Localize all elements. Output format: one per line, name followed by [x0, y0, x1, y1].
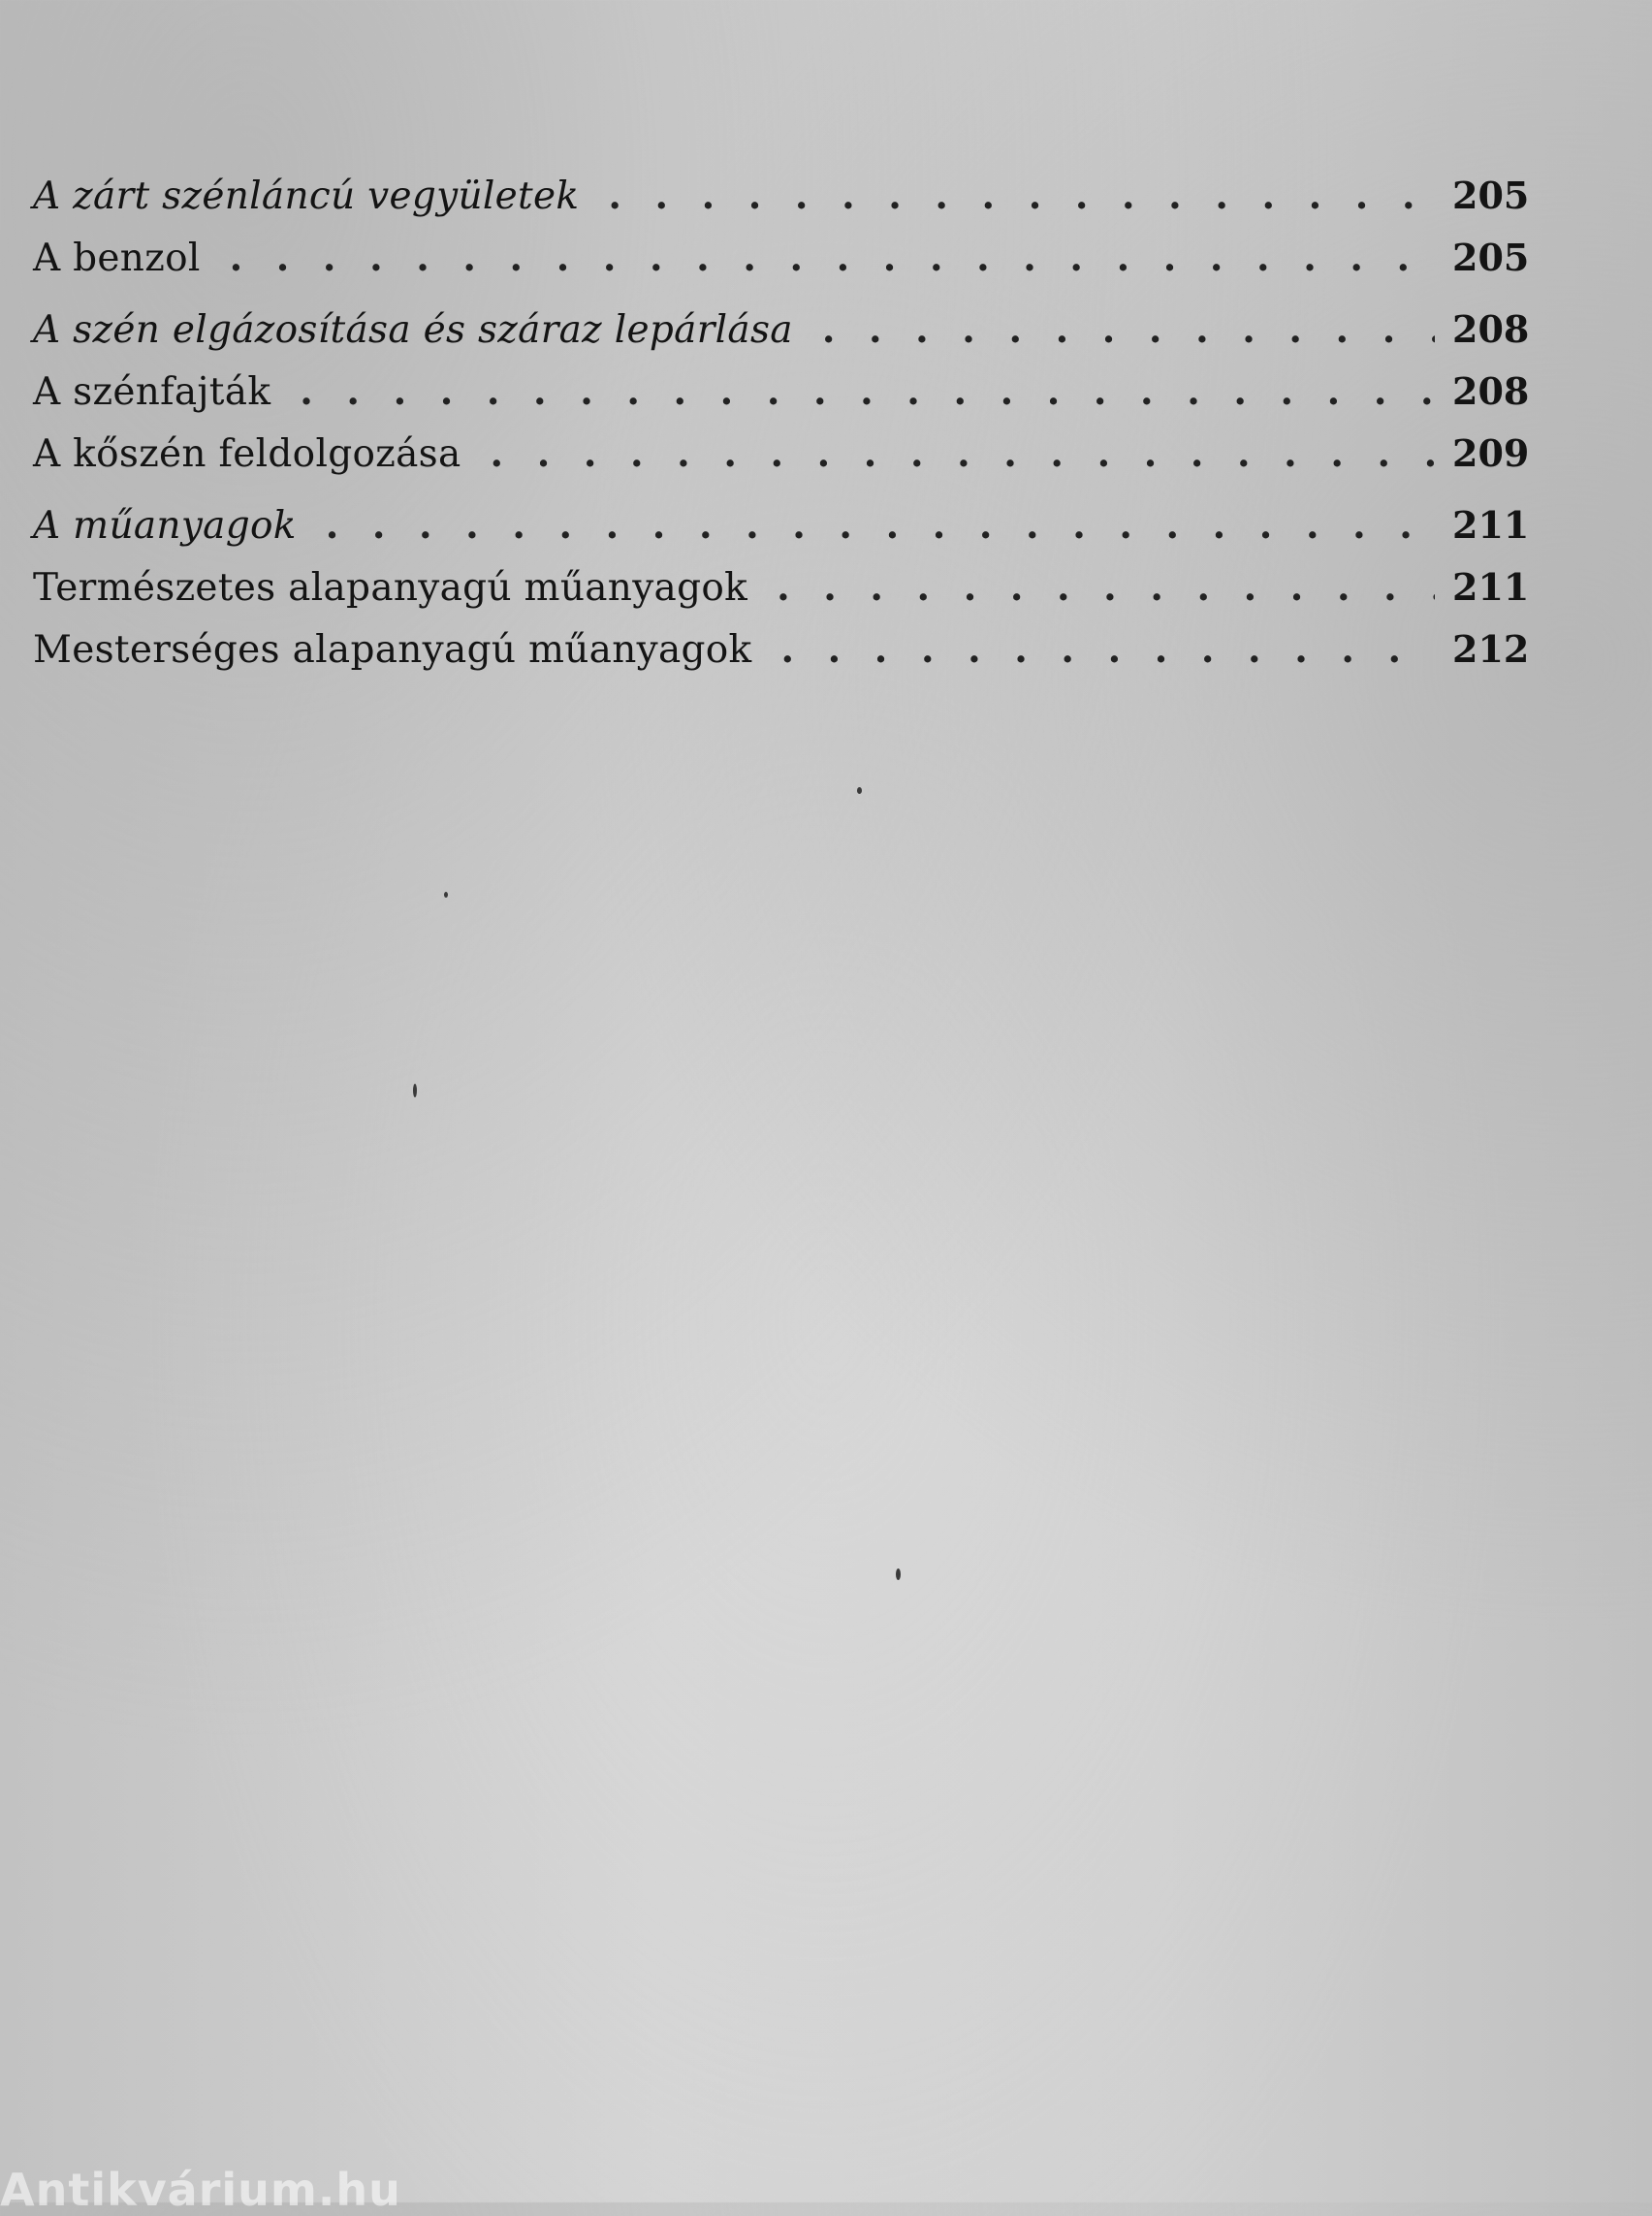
toc-entry-title: A zárt szénláncú vegyületek [33, 174, 580, 218]
dot-leader [491, 423, 1435, 485]
toc-entry-title: A műanyagok [33, 504, 297, 548]
toc-entry-title: A kőszén feldolgozása [33, 432, 461, 476]
toc-entry-chapter [33, 494, 1530, 556]
toc-page-number: 208 [1452, 307, 1530, 351]
dot-leader [608, 165, 1435, 227]
toc-entry-section [33, 556, 1530, 618]
toc-page-number: 205 [1452, 236, 1530, 279]
paper-speck [857, 787, 862, 794]
toc-page-number: 209 [1452, 431, 1530, 475]
toc-entry-title: A szén elgázosítása és száraz lepárlása [33, 308, 793, 352]
paper-speck [896, 1568, 901, 1580]
toc-entry-title: A benzol [33, 237, 201, 280]
dot-leader [230, 227, 1435, 289]
paper-speck [413, 1084, 417, 1097]
toc-entry-title: Természetes alapanyagú műanyagok [33, 566, 748, 610]
toc-entry-chapter [33, 165, 1530, 227]
watermark: Antikvárium.hu [0, 2164, 401, 2216]
dot-leader [777, 556, 1435, 618]
toc-entry-section [33, 361, 1530, 423]
toc-entry-chapter [33, 299, 1530, 361]
paper-speck [444, 892, 448, 898]
toc-entry-title: A szénfajták [33, 370, 271, 414]
toc-page-number: 211 [1452, 503, 1530, 547]
toc-page-number: 208 [1452, 369, 1530, 413]
toc-entry-section [33, 227, 1530, 289]
table-of-contents [33, 165, 1530, 681]
dot-leader [822, 299, 1435, 361]
toc-entry-section [33, 618, 1530, 681]
toc-entry-section [33, 423, 1530, 485]
dot-leader [300, 361, 1435, 423]
dot-leader [326, 494, 1435, 556]
toc-page-number: 212 [1452, 627, 1530, 671]
toc-entry-title: Mesterséges alapanyagú műanyagok [33, 628, 752, 672]
toc-page-number: 211 [1452, 565, 1530, 609]
dot-leader [780, 618, 1435, 681]
toc-page-number: 205 [1452, 174, 1530, 217]
